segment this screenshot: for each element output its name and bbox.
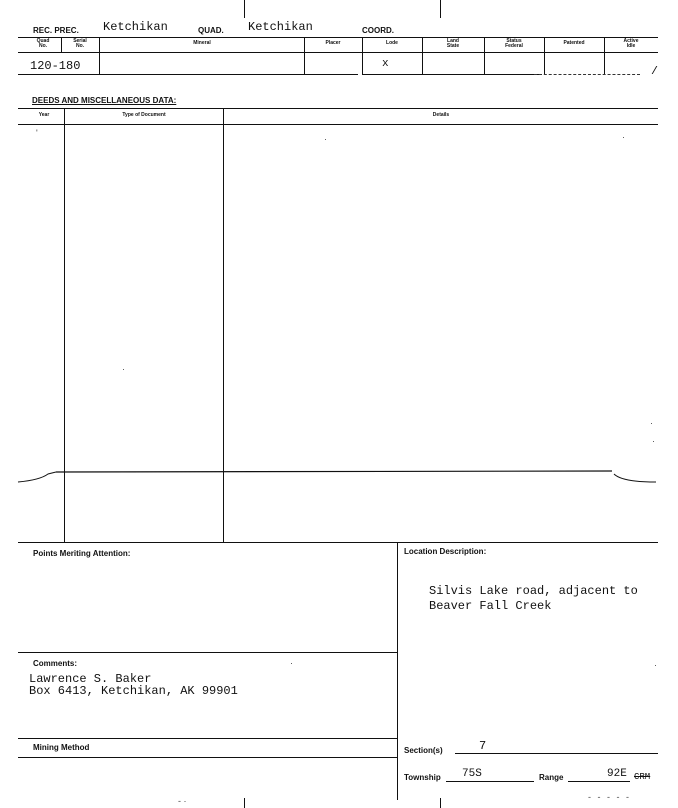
mining-bottom-rule xyxy=(18,757,397,758)
comments-label: Comments: xyxy=(33,659,78,668)
col-serial-no: Serial No. xyxy=(73,38,87,49)
speck: · xyxy=(652,436,655,446)
col-divider xyxy=(604,37,605,74)
speck: · xyxy=(324,134,327,144)
col-mineral: Mineral xyxy=(193,40,211,46)
range-suffix: CRM xyxy=(634,772,651,782)
location-line-2: Beaver Fall Creek xyxy=(429,599,552,613)
speck: · xyxy=(654,660,657,670)
table-row-rule xyxy=(362,74,542,75)
quad-value: Ketchikan xyxy=(248,20,313,34)
comments-rule xyxy=(18,652,397,653)
speck: · xyxy=(290,658,293,668)
speck: - · xyxy=(178,796,187,806)
comments-line-2: Box 6413, Ketchikan, AK 99901 xyxy=(29,684,238,698)
fold-line xyxy=(0,466,678,490)
col-divider xyxy=(544,37,545,74)
township-value: 75S xyxy=(462,768,482,780)
points-label: Points Meriting Attention: xyxy=(33,549,131,558)
rec-prec-label: REC. PREC. xyxy=(33,26,79,35)
township-label: Township xyxy=(404,773,441,782)
speck: · xyxy=(122,364,125,374)
col-land-state: Land State xyxy=(446,38,460,49)
col-divider xyxy=(99,37,100,74)
col-patented: Patented xyxy=(563,40,585,46)
bottom-center-divider xyxy=(397,542,398,800)
deeds-col-type: Type of Document xyxy=(122,112,166,118)
table-row-end-mark xyxy=(646,66,658,74)
comments-line-1: Lawrence S. Baker xyxy=(29,672,152,686)
speck: ' xyxy=(36,128,38,138)
speck: · xyxy=(622,132,625,142)
range-value: 92E xyxy=(607,768,627,780)
col-active-idle: Active Idle xyxy=(623,38,639,49)
deeds-header-rule xyxy=(18,124,658,125)
col-status-federal: Status Federal xyxy=(505,38,523,49)
header-rule xyxy=(18,37,658,38)
col-divider xyxy=(422,37,423,74)
top-divider-tick xyxy=(440,0,441,18)
location-line-1: Silvis Lake road, adjacent to xyxy=(429,584,638,598)
col-divider xyxy=(484,37,485,74)
range-label: Range xyxy=(539,773,564,782)
quad-label: QUAD. xyxy=(198,26,224,35)
mining-label: Mining Method xyxy=(33,743,90,752)
deeds-top-rule xyxy=(18,108,658,109)
section-underline xyxy=(455,753,658,754)
col-placer: Placer xyxy=(325,40,341,46)
speck: - - - - - xyxy=(588,792,631,802)
rec-prec-value: Ketchikan xyxy=(103,20,168,34)
col-divider xyxy=(61,37,62,52)
coord-label: COORD. xyxy=(362,26,394,35)
lode-mark: x xyxy=(382,58,389,70)
deeds-col-year: Year xyxy=(38,112,50,118)
col-lode: Lode xyxy=(386,40,398,46)
bottom-divider-tick xyxy=(244,798,245,808)
location-label: Location Description: xyxy=(404,547,487,556)
table-row-rule-dashed xyxy=(534,74,640,75)
col-divider xyxy=(304,37,305,74)
township-underline xyxy=(446,781,534,782)
col-quad-no: Quad No. xyxy=(36,38,50,49)
bottom-top-rule xyxy=(18,542,658,543)
mining-rule xyxy=(18,738,397,739)
quad-serial-value: 120-180 xyxy=(30,59,81,73)
bottom-divider-tick xyxy=(440,798,441,808)
section-value: 7 xyxy=(479,739,487,753)
top-divider-tick xyxy=(244,0,245,18)
col-divider xyxy=(362,37,363,74)
deeds-title: DEEDS AND MISCELLANEOUS DATA: xyxy=(32,96,177,105)
deeds-col-details: Details xyxy=(432,112,450,118)
table-row-rule xyxy=(18,74,358,75)
speck: · xyxy=(650,418,653,428)
range-underline xyxy=(568,781,630,782)
section-label: Section(s) xyxy=(404,746,443,755)
table-header-rule xyxy=(18,52,658,53)
